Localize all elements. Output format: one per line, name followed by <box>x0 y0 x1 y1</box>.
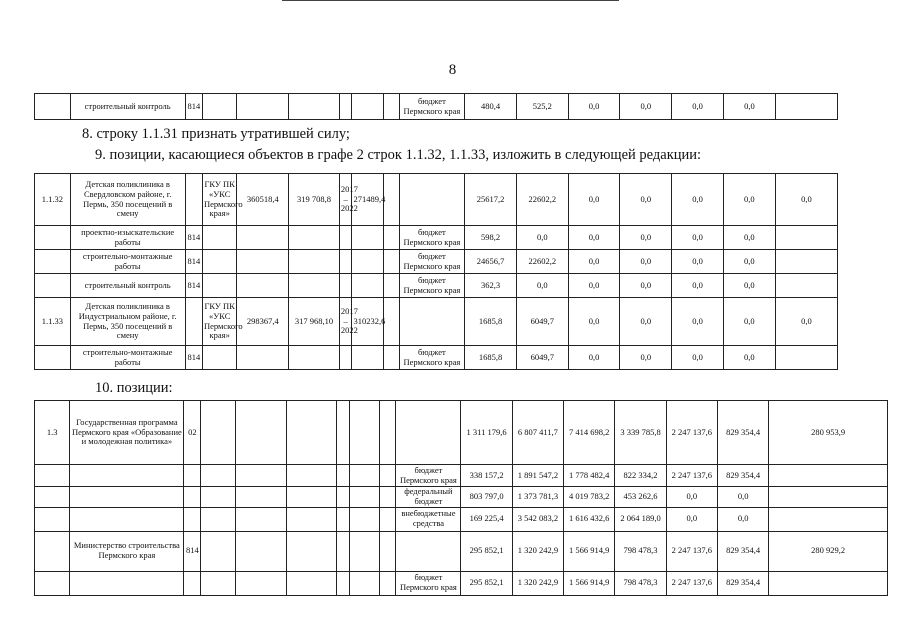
amount-2019-cell: 480,4 <box>465 94 517 120</box>
amount-2025-cell <box>775 250 837 274</box>
budget-table-2 <box>34 173 838 370</box>
table-row <box>35 571 888 595</box>
table-row <box>35 465 888 487</box>
cost-2020-cell <box>289 226 340 250</box>
remaining-cost-cell <box>349 571 380 595</box>
amount-2024-cell: 0,0 <box>717 487 768 508</box>
amount-2020-cell: 1 373 781,3 <box>512 487 563 508</box>
amount-2022-cell: 0,0 <box>620 250 672 274</box>
funding-source-cell <box>396 531 461 571</box>
amount-2019-cell: 362,3 <box>465 274 517 298</box>
estimated-cost-cell <box>235 401 286 465</box>
period-cell <box>339 346 352 370</box>
amount-2024-cell: 0,0 <box>723 250 775 274</box>
table-row <box>35 507 888 531</box>
amount-2021-cell: 0,0 <box>568 94 620 120</box>
customer-cell <box>201 531 235 571</box>
amount-2022-cell: 0,0 <box>620 174 672 226</box>
period-cell <box>339 226 352 250</box>
period-cell <box>337 487 350 508</box>
funding-source-cell: бюджет Пермского края <box>399 226 465 250</box>
estimated-cost-cell <box>235 487 286 508</box>
period-cell <box>337 507 350 531</box>
amount-2025-cell <box>769 487 888 508</box>
row-number-cell <box>35 274 71 298</box>
estimated-cost-cell: 360518,4 <box>237 174 289 226</box>
estimated-cost-cell <box>237 94 289 120</box>
funding-source-cell: бюджет Пермского края <box>399 346 465 370</box>
cost-2020-cell <box>286 571 336 595</box>
table-row <box>35 346 838 370</box>
amount-2025-cell <box>769 507 888 531</box>
amount-2023-cell: 2 247 137,6 <box>666 465 717 487</box>
amount-2023-cell: 0,0 <box>672 174 724 226</box>
amount-2024-cell: 829 354,4 <box>717 571 768 595</box>
amount-2021-cell: 0,0 <box>568 250 620 274</box>
amount-2021-cell: 0,0 <box>568 226 620 250</box>
grbs-code-cell <box>184 465 201 487</box>
amount-2022-cell: 0,0 <box>620 346 672 370</box>
amount-2019-cell: 803 797,0 <box>461 487 512 508</box>
estimated-cost-cell <box>235 571 286 595</box>
cost-2020-cell <box>286 531 336 571</box>
page-number: 8 <box>448 62 457 78</box>
amount-2022-cell: 798 478,3 <box>615 571 666 595</box>
amount-2019-cell: 169 225,4 <box>461 507 512 531</box>
grbs-code-cell <box>185 174 202 226</box>
funding-source-cell: бюджет Пермского края <box>399 250 465 274</box>
cost-2020-cell <box>286 507 336 531</box>
remaining-cost-cell <box>352 274 383 298</box>
remaining-cost-cell <box>352 250 383 274</box>
amount-2025-cell: 280 953,9 <box>769 401 888 465</box>
amount-2024-cell: 829 354,4 <box>717 401 768 465</box>
amount-2019-cell: 598,2 <box>465 226 517 250</box>
object-name-cell <box>70 487 184 508</box>
amount-2022-cell: 0,0 <box>620 226 672 250</box>
reserve-cell <box>383 346 399 370</box>
amount-2025-cell: 280 929,2 <box>769 531 888 571</box>
customer-cell <box>202 346 237 370</box>
estimated-cost-cell <box>237 226 289 250</box>
amount-2024-cell: 0,0 <box>724 94 776 120</box>
period-cell: 2017 – 2022 <box>339 174 352 226</box>
object-name-cell: Детская поликлиника в Свердловском районе, г. Пермь, 350 посещений в смену <box>70 174 185 226</box>
object-name-cell: строительно-монтажные работы <box>70 346 185 370</box>
amount-2025-cell: 0,0 <box>775 298 837 346</box>
object-name-cell: Государственная программа Пермского края «Образование и молодежная политика» <box>70 401 184 465</box>
grbs-code-cell: 814 <box>184 531 201 571</box>
funding-source-cell: внебюджетные средства <box>396 507 461 531</box>
customer-cell <box>202 250 237 274</box>
remaining-cost-cell <box>349 401 380 465</box>
table-row <box>35 531 888 571</box>
row-number-cell <box>35 226 71 250</box>
paragraph-8: 8. строку 1.1.31 признать утратившей силу; <box>82 126 350 142</box>
amount-2019-cell: 24656,7 <box>465 250 517 274</box>
amount-2020-cell: 1 320 242,9 <box>512 531 563 571</box>
funding-source-cell: бюджет Пермского края <box>399 274 465 298</box>
amount-2025-cell <box>769 465 888 487</box>
paragraph-10: 10. позиции: <box>95 380 173 396</box>
amount-2021-cell: 1 566 914,9 <box>564 531 615 571</box>
amount-2024-cell: 829 354,4 <box>717 465 768 487</box>
amount-2025-cell <box>775 94 837 120</box>
table-row <box>35 174 838 226</box>
customer-cell <box>201 507 235 531</box>
amount-2023-cell: 0,0 <box>672 274 724 298</box>
customer-cell <box>201 487 235 508</box>
object-name-cell: проектно-изыскательские работы <box>70 226 185 250</box>
table-row <box>35 487 888 508</box>
grbs-code-cell <box>184 507 201 531</box>
reserve-cell <box>383 298 399 346</box>
amount-2021-cell: 1 616 432,6 <box>564 507 615 531</box>
row-number-cell <box>35 465 70 487</box>
row-number-cell <box>35 571 70 595</box>
cost-2020-cell <box>289 94 340 120</box>
estimated-cost-cell: 298367,4 <box>237 298 289 346</box>
funding-source-cell <box>399 174 465 226</box>
grbs-code-cell: 814 <box>185 274 202 298</box>
table-row <box>35 94 838 120</box>
table-row <box>35 401 888 465</box>
cost-2020-cell <box>286 401 336 465</box>
object-name-cell: строительный контроль <box>70 274 185 298</box>
row-number-cell: 1.1.32 <box>35 174 71 226</box>
amount-2020-cell: 22602,2 <box>516 250 568 274</box>
funding-source-cell <box>399 298 465 346</box>
amount-2023-cell: 0,0 <box>666 507 717 531</box>
remaining-cost-cell <box>349 531 380 571</box>
estimated-cost-cell <box>237 346 289 370</box>
row-number-cell <box>35 94 71 120</box>
budget-table-1 <box>34 93 838 120</box>
funding-source-cell: федеральный бюджет <box>396 487 461 508</box>
reserve-cell <box>383 174 399 226</box>
amount-2023-cell: 0,0 <box>666 487 717 508</box>
period-cell <box>337 465 350 487</box>
amount-2020-cell: 1 320 242,9 <box>512 571 563 595</box>
amount-2024-cell: 0,0 <box>723 346 775 370</box>
object-name-cell <box>70 571 184 595</box>
amount-2021-cell: 1 566 914,9 <box>564 571 615 595</box>
row-number-cell <box>35 346 71 370</box>
remaining-cost-cell: 310232,6 <box>352 298 383 346</box>
funding-source-cell: бюджет Пермского края <box>399 94 465 120</box>
reserve-cell <box>380 401 396 465</box>
amount-2020-cell: 525,2 <box>516 94 568 120</box>
amount-2022-cell: 0,0 <box>620 94 672 120</box>
amount-2022-cell: 3 339 785,8 <box>615 401 666 465</box>
funding-source-cell <box>396 401 461 465</box>
row-number-cell: 1.3 <box>35 401 70 465</box>
object-name-cell: Министерство строительства Пермского края <box>70 531 184 571</box>
grbs-code-cell: 814 <box>185 94 202 120</box>
amount-2022-cell: 822 334,2 <box>615 465 666 487</box>
cost-2020-cell <box>286 487 336 508</box>
amount-2021-cell: 0,0 <box>568 174 620 226</box>
amount-2022-cell: 0,0 <box>620 274 672 298</box>
row-number-cell: 1.1.33 <box>35 298 71 346</box>
period-cell: 2017 – 2022 <box>339 298 352 346</box>
amount-2024-cell: 0,0 <box>723 174 775 226</box>
table-row <box>35 274 838 298</box>
reserve-cell <box>380 531 396 571</box>
amount-2020-cell: 1 891 547,2 <box>512 465 563 487</box>
table-row <box>35 226 838 250</box>
table-row <box>35 298 838 346</box>
amount-2025-cell <box>769 571 888 595</box>
amount-2022-cell: 453 262,6 <box>615 487 666 508</box>
customer-cell <box>201 571 235 595</box>
amount-2024-cell: 0,0 <box>717 507 768 531</box>
amount-2025-cell <box>775 226 837 250</box>
customer-cell: ГКУ ПК «УКС Пермского края» <box>202 174 237 226</box>
amount-2024-cell: 0,0 <box>723 226 775 250</box>
reserve-cell <box>383 226 399 250</box>
reserve-cell <box>380 571 396 595</box>
grbs-code-cell: 02 <box>184 401 201 465</box>
estimated-cost-cell <box>235 531 286 571</box>
remaining-cost-cell <box>349 465 380 487</box>
amount-2023-cell: 0,0 <box>672 298 724 346</box>
customer-cell <box>202 226 237 250</box>
budget-table-3 <box>34 400 888 596</box>
grbs-code-cell <box>185 298 202 346</box>
customer-cell <box>202 94 237 120</box>
amount-2019-cell: 295 852,1 <box>461 531 512 571</box>
grbs-code-cell <box>184 571 201 595</box>
grbs-code-cell: 814 <box>185 346 202 370</box>
amount-2023-cell: 2 247 137,6 <box>666 531 717 571</box>
amount-2022-cell: 0,0 <box>620 298 672 346</box>
customer-cell <box>202 274 237 298</box>
row-number-cell <box>35 531 70 571</box>
row-number-cell <box>35 250 71 274</box>
amount-2021-cell: 4 019 783,2 <box>564 487 615 508</box>
amount-2025-cell: 0,0 <box>775 174 837 226</box>
amount-2019-cell: 25617,2 <box>465 174 517 226</box>
period-cell <box>339 274 352 298</box>
cost-2020-cell <box>289 274 340 298</box>
amount-2023-cell: 0,0 <box>672 226 724 250</box>
amount-2020-cell: 22602,2 <box>516 174 568 226</box>
customer-cell <box>201 465 235 487</box>
cost-2020-cell <box>289 250 340 274</box>
object-name-cell <box>70 465 184 487</box>
cost-2020-cell <box>286 465 336 487</box>
amount-2023-cell: 2 247 137,6 <box>666 401 717 465</box>
row-number-cell <box>35 507 70 531</box>
amount-2024-cell: 0,0 <box>723 274 775 298</box>
amount-2021-cell: 0,0 <box>568 346 620 370</box>
object-name-cell: строительно-монтажные работы <box>70 250 185 274</box>
object-name-cell: строительный контроль <box>70 94 185 120</box>
reserve-cell <box>383 250 399 274</box>
remaining-cost-cell <box>349 487 380 508</box>
object-name-cell <box>70 507 184 531</box>
remaining-cost-cell <box>352 346 383 370</box>
period-cell <box>339 94 352 120</box>
amount-2021-cell: 1 778 482,4 <box>564 465 615 487</box>
amount-2020-cell: 6049,7 <box>516 346 568 370</box>
amount-2021-cell: 0,0 <box>568 298 620 346</box>
object-name-cell: Детская поликлиника в Индустриальном районе, г. Пермь, 350 посещений в смену <box>70 298 185 346</box>
customer-cell: ГКУ ПК «УКС Пермского края» <box>202 298 237 346</box>
amount-2019-cell: 295 852,1 <box>461 571 512 595</box>
funding-source-cell: бюджет Пермского края <box>396 465 461 487</box>
grbs-code-cell: 814 <box>185 250 202 274</box>
amount-2020-cell: 0,0 <box>516 274 568 298</box>
amount-2019-cell: 1 311 179,6 <box>461 401 512 465</box>
customer-cell <box>201 401 235 465</box>
amount-2022-cell: 2 064 189,0 <box>615 507 666 531</box>
cost-2020-cell: 319 708,8 <box>289 174 340 226</box>
amount-2023-cell: 2 247 137,6 <box>666 571 717 595</box>
estimated-cost-cell <box>237 274 289 298</box>
amount-2020-cell: 3 542 083,2 <box>512 507 563 531</box>
estimated-cost-cell <box>235 507 286 531</box>
reserve-cell <box>380 487 396 508</box>
remaining-cost-cell: 271489,4 <box>352 174 383 226</box>
remaining-cost-cell <box>352 94 383 120</box>
grbs-code-cell <box>184 487 201 508</box>
estimated-cost-cell <box>237 250 289 274</box>
cost-2020-cell: 317 968,10 <box>289 298 340 346</box>
estimated-cost-cell <box>235 465 286 487</box>
amount-2019-cell: 1685,8 <box>465 346 517 370</box>
paragraph-9: 9. позиции, касающиеся объектов в графе 2 строк 1.1.32, 1.1.33, изложить в следующей редакции: <box>95 147 702 163</box>
reserve-cell <box>383 274 399 298</box>
amount-2022-cell: 798 478,3 <box>615 531 666 571</box>
funding-source-cell: бюджет Пермского края <box>396 571 461 595</box>
amount-2023-cell: 0,0 <box>672 250 724 274</box>
amount-2020-cell: 6 807 411,7 <box>512 401 563 465</box>
period-cell <box>337 571 350 595</box>
reserve-cell <box>383 94 399 120</box>
amount-2021-cell: 7 414 698,2 <box>564 401 615 465</box>
amount-2021-cell: 0,0 <box>568 274 620 298</box>
row-number-cell <box>35 487 70 508</box>
table-row <box>35 250 838 274</box>
amount-2024-cell: 829 354,4 <box>717 531 768 571</box>
amount-2025-cell <box>775 346 837 370</box>
top-rule <box>282 0 619 1</box>
amount-2020-cell: 0,0 <box>516 226 568 250</box>
amount-2020-cell: 6049,7 <box>516 298 568 346</box>
remaining-cost-cell <box>352 226 383 250</box>
period-cell <box>337 531 350 571</box>
amount-2024-cell: 0,0 <box>723 298 775 346</box>
period-cell <box>337 401 350 465</box>
amount-2019-cell: 338 157,2 <box>461 465 512 487</box>
grbs-code-cell: 814 <box>185 226 202 250</box>
amount-2023-cell: 0,0 <box>672 94 724 120</box>
reserve-cell <box>380 507 396 531</box>
amount-2019-cell: 1685,8 <box>465 298 517 346</box>
remaining-cost-cell <box>349 507 380 531</box>
cost-2020-cell <box>289 346 340 370</box>
period-cell <box>339 250 352 274</box>
amount-2023-cell: 0,0 <box>672 346 724 370</box>
reserve-cell <box>380 465 396 487</box>
amount-2025-cell <box>775 274 837 298</box>
